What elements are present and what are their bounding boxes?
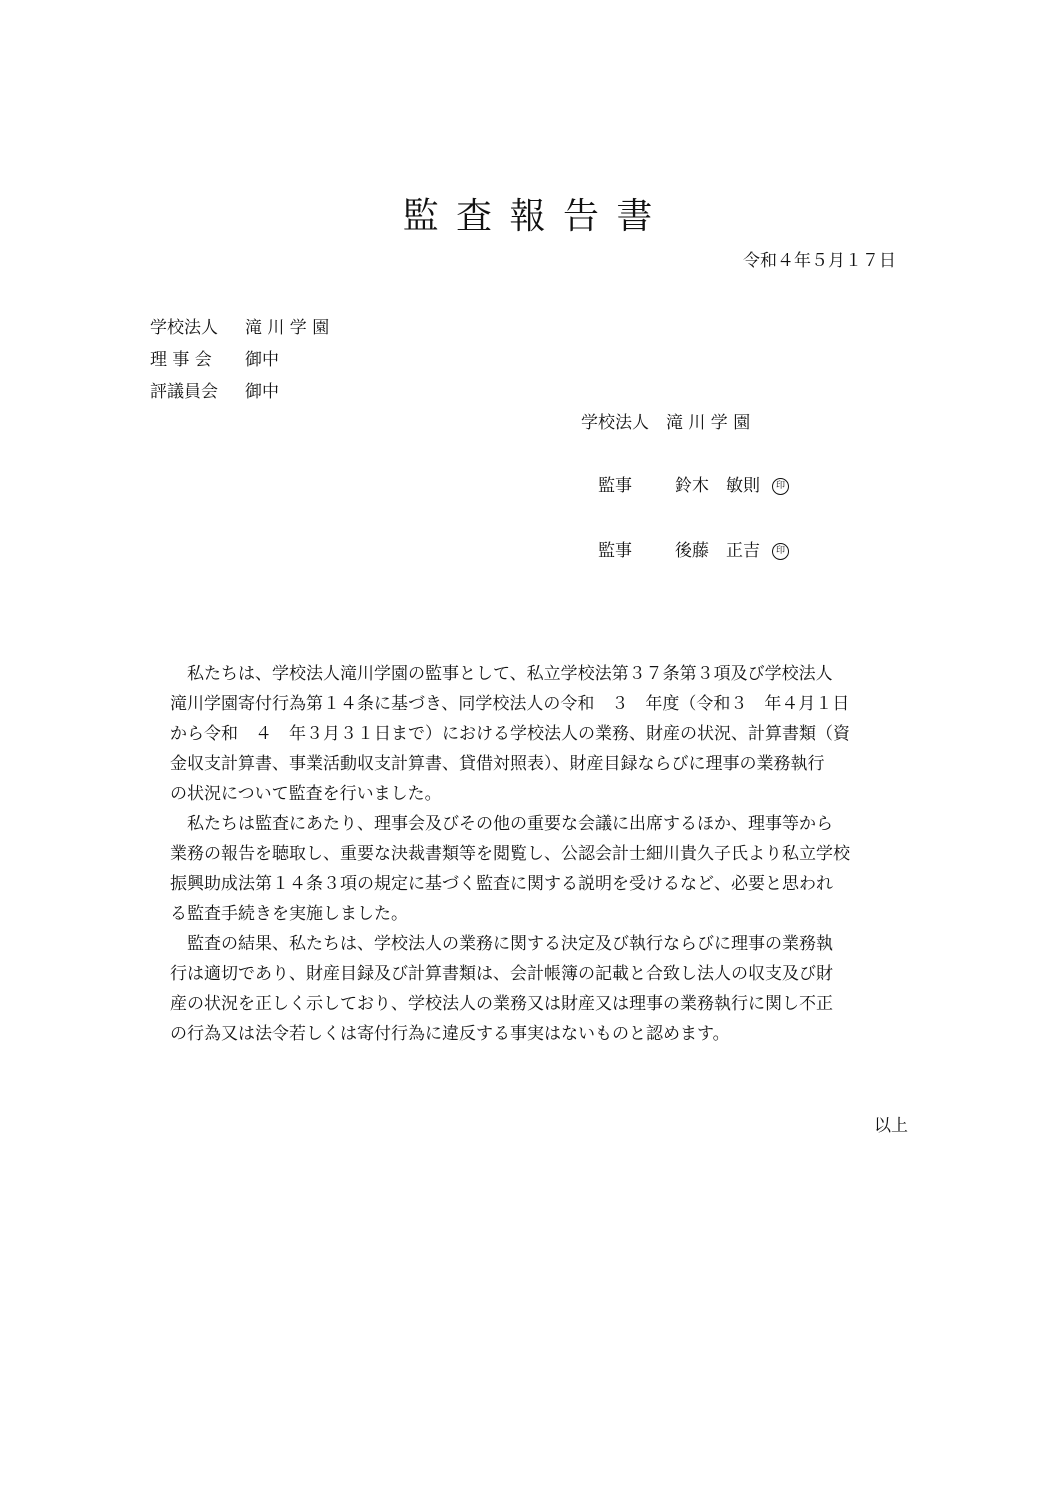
body-line: 私たちは、学校法人滝川学園の監事として、私立学校法第３７条第３項及び学校法人	[170, 664, 833, 684]
seal-stamp: 印	[772, 543, 789, 560]
signatory-2	[598, 536, 789, 561]
body-line: 業務の報告を聴取し、重要な決裁書類等を閲覧し、公認会計士細川貴久子氏より私立学校	[170, 844, 850, 864]
addressee-value: 御中	[245, 350, 279, 370]
addressee-value: 滝 川 学 園	[245, 318, 330, 338]
body-line: 振興助成法第１４条３項の規定に基づく監査に関する説明を受けるなど、必要と思われ	[170, 874, 833, 894]
signatory-1	[598, 471, 789, 496]
body-line: から令和 ４ 年３月３１日まで）における学校法人の業務、財産の状況、計算書類（資	[170, 724, 850, 744]
signatory-name: 後藤 正吉	[675, 541, 760, 561]
body-line: の行為又は法令若しくは寄付行為に違反する事実はないものと認めます。	[170, 1024, 730, 1044]
body-line: 滝川学園寄付行為第１４条に基づき、同学校法人の令和 ３ 年度（令和３ 年４月１日	[170, 694, 850, 714]
signatory-role: 監事	[598, 541, 632, 561]
report-date: 令和４年５月１７日	[743, 251, 896, 271]
addressee-key: 評議員会	[150, 382, 218, 402]
signatory-name: 鈴木 敏則	[675, 476, 760, 496]
issuer-name: 学校法人 滝 川 学 園	[581, 413, 751, 433]
body-line: 金収支計算書、事業活動収支計算書、貸借対照表）、財産目録ならびに理事の業務執行	[170, 754, 825, 774]
body-line: 私たちは監査にあたり、理事会及びその他の重要な会議に出席するほか、理事等から	[170, 814, 833, 834]
document-title: 監 査 報 告 書	[402, 196, 656, 237]
addressee-line-3	[150, 377, 279, 402]
body-line: る監査手続きを実施しました。	[170, 904, 408, 924]
seal-stamp: 印	[772, 478, 789, 495]
body-line: 監査の結果、私たちは、学校法人の業務に関する決定及び執行ならびに理事の業務執	[170, 934, 833, 954]
body-line: の状況について監査を行いました。	[170, 784, 442, 804]
report-body	[170, 659, 915, 1049]
addressee-key: 学校法人	[150, 318, 218, 338]
addressee-line-1	[150, 313, 329, 338]
addressee-key: 理 事 会	[150, 350, 212, 370]
body-line: 行は適切であり、財産目録及び計算書類は、会計帳簿の記載と合致し法人の収支及び財	[170, 964, 833, 984]
signatory-role: 監事	[598, 476, 632, 496]
addressee-line-2	[150, 345, 279, 370]
body-line: 産の状況を正しく示しており、学校法人の業務又は財産又は理事の業務執行に関し不正	[170, 994, 833, 1014]
addressee-value: 御中	[245, 382, 279, 402]
closing-mark: 以上	[874, 1116, 908, 1136]
